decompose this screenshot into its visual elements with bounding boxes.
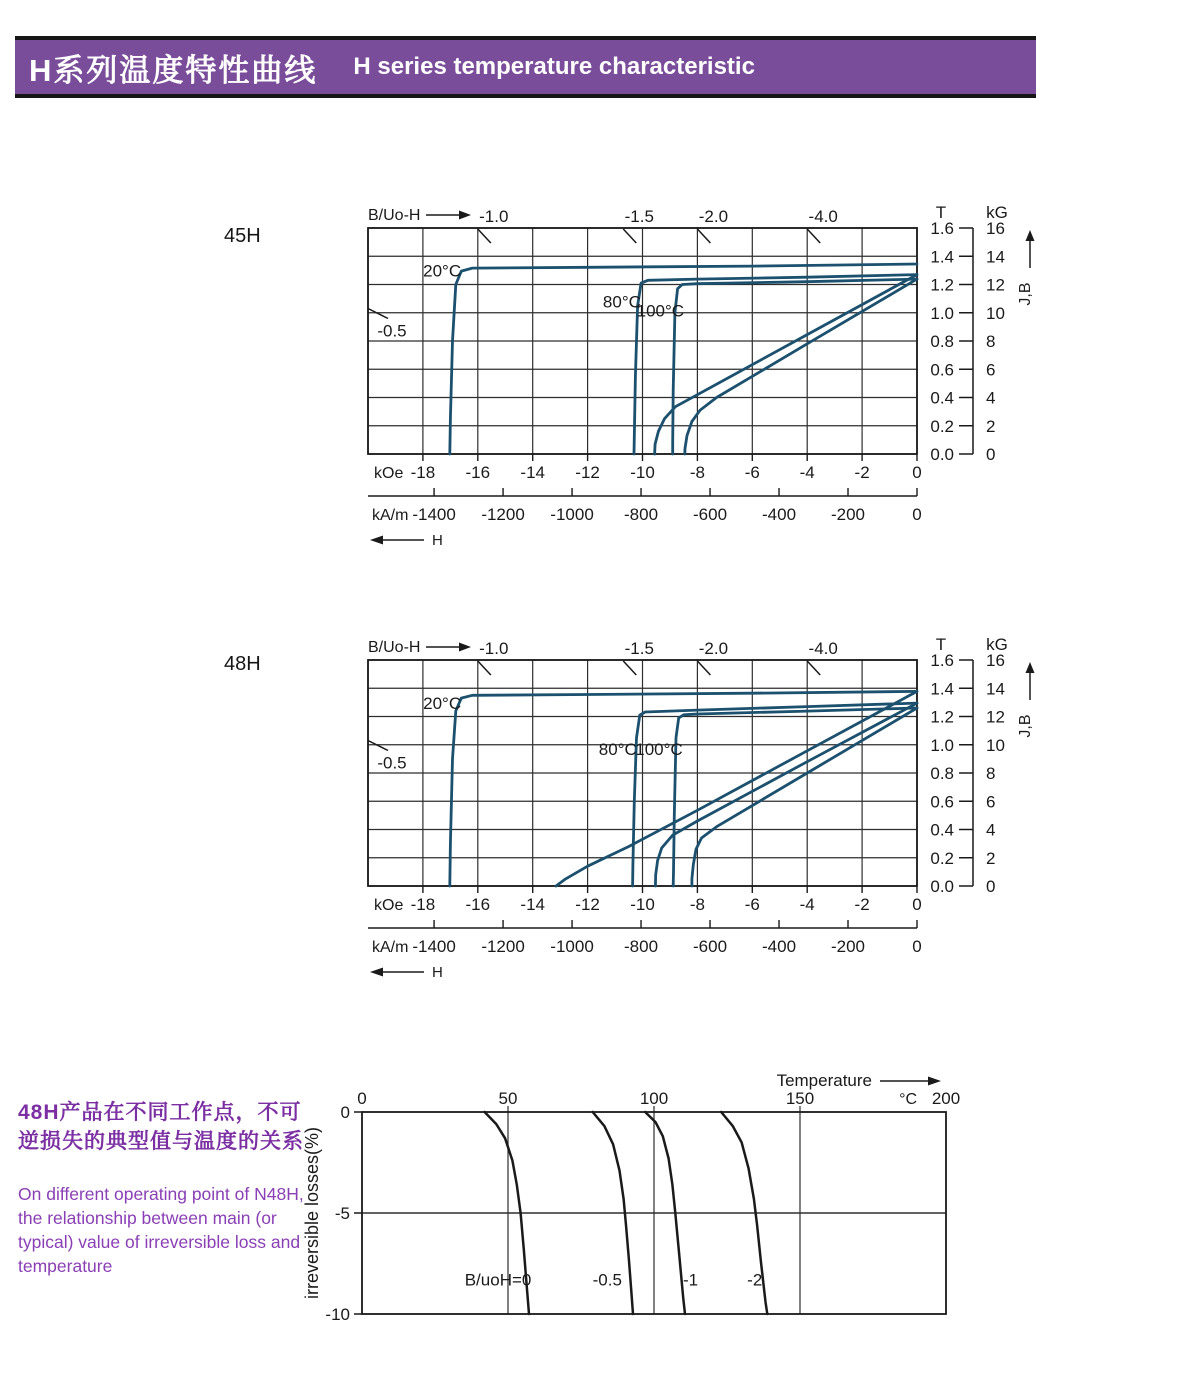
koe-tick-label: -6	[744, 463, 760, 482]
h-axis-label: H	[432, 964, 443, 981]
note-en-line: On different operating point of N48H,	[18, 1184, 304, 1204]
curve-label-B/uoH=0: B/uoH=0	[464, 1270, 532, 1290]
kg-tick-label: 6	[986, 792, 996, 812]
kg-tick-label: 12	[986, 707, 1005, 727]
temp-tick-label: 150	[785, 1089, 815, 1108]
load-line-mark	[478, 661, 491, 675]
load-line-mark	[697, 661, 710, 675]
kg-tick-label: 14	[986, 247, 1005, 267]
temp-tick-label: 50	[498, 1089, 518, 1108]
load-line-label: -0.5	[377, 753, 407, 773]
t-tick-label: 0.0	[930, 877, 954, 896]
temp-tick-label: 100	[639, 1089, 669, 1108]
kg-tick-label: 0	[986, 445, 996, 464]
curve-label-J-80C: 80°C	[602, 292, 641, 312]
note-zh-line: 逆损失的典型值与温度的关系	[18, 1130, 304, 1153]
note-zh	[18, 1098, 308, 1156]
koe-tick-label: -4	[799, 463, 815, 482]
t-axis-unit: T	[935, 635, 947, 654]
curve-label--0.5: -0.5	[592, 1270, 622, 1290]
b-uoh-label: B/Uo-H	[368, 639, 421, 656]
koe-tick-label: -10	[630, 895, 655, 914]
kg-tick-label: 10	[986, 735, 1005, 755]
curve-J-100C	[673, 279, 917, 454]
kam-unit: kA/m	[372, 507, 409, 524]
kam-tick-label: -1200	[481, 505, 525, 524]
t-tick-label: 0.8	[930, 332, 954, 351]
jb-arrow-head	[1026, 230, 1035, 241]
kam-unit: kA/m	[372, 939, 409, 956]
b-uoh-arrow-head	[459, 643, 471, 652]
t-tick-label: 1.4	[930, 679, 954, 699]
koe-tick-label: -12	[575, 463, 600, 482]
kg-axis-unit: kG	[986, 203, 1008, 222]
kg-tick-label: 8	[986, 764, 996, 783]
b-uoh-arrow-head	[459, 211, 471, 220]
temp-tick-label: 200	[931, 1089, 961, 1108]
kam-tick-label: -800	[624, 937, 659, 956]
load-line-label: -1.5	[624, 639, 654, 658]
note-zh-line: 48H产品在不同工作点，不可	[18, 1101, 302, 1124]
koe-tick-label: -8	[689, 463, 705, 482]
kam-tick-label: 0	[912, 937, 922, 956]
t-tick-label: 1.2	[930, 275, 954, 295]
load-line-mark	[478, 229, 491, 243]
koe-tick-label: -18	[410, 463, 436, 482]
kg-tick-label: 8	[986, 332, 996, 351]
koe-tick-label: -18	[410, 895, 436, 914]
t-tick-label: 0.4	[930, 388, 954, 408]
load-line-label: -4.0	[808, 639, 838, 658]
load-line-mark	[623, 661, 636, 675]
h-axis-label: H	[432, 532, 443, 549]
koe-tick-label: -2	[854, 895, 870, 914]
t-axis-unit: T	[935, 203, 947, 222]
koe-tick-label: -6	[744, 895, 760, 914]
loss-tick-label: -10	[325, 1305, 350, 1324]
note-en	[18, 1182, 308, 1278]
load-line-mark	[807, 661, 820, 675]
curve-label-J-100C: 100°C	[635, 739, 683, 759]
koe-tick-label: 0	[912, 463, 922, 482]
koe-tick-label: 0	[912, 895, 922, 914]
load-line-mark	[368, 741, 388, 751]
kam-tick-label: -1000	[550, 505, 594, 524]
banner-title-en: H series temperature characteristic	[353, 53, 755, 80]
curve-label--1: -1	[682, 1270, 699, 1290]
load-line-label: -1.5	[624, 207, 654, 226]
t-tick-label: 0.6	[930, 792, 954, 812]
curve-label-J-100C: 100°C	[636, 301, 685, 321]
kg-tick-label: 16	[986, 219, 1005, 238]
curve-label-J-20C: 20°C	[423, 261, 462, 281]
grade-label-48h: 48H	[224, 653, 261, 675]
t-tick-label: 1.6	[930, 651, 954, 670]
load-line-label: -1.0	[479, 207, 509, 226]
note-en-line: typical) value of irreversible loss and	[18, 1232, 301, 1252]
kam-tick-label: 0	[912, 505, 922, 524]
load-line-mark	[368, 309, 388, 319]
temp-unit: °C	[899, 1091, 918, 1108]
temperature-arrow-head	[928, 1077, 941, 1086]
t-tick-label: 1.0	[930, 303, 954, 323]
koe-tick-label: -4	[799, 895, 815, 914]
kg-axis-unit: kG	[986, 635, 1008, 654]
kg-tick-label: 2	[986, 848, 996, 868]
temperature-label: Temperature	[776, 1071, 872, 1090]
koe-unit: kOe	[374, 465, 404, 482]
kg-tick-label: 4	[986, 820, 996, 840]
t-tick-label: 0.0	[930, 445, 954, 464]
note-en-line: temperature	[18, 1256, 113, 1276]
jb-arrow-head	[1026, 662, 1035, 673]
t-tick-label: 0.4	[930, 820, 954, 840]
t-tick-label: 0.2	[930, 416, 954, 436]
note-en-line: the relationship between main (or	[18, 1208, 277, 1228]
koe-tick-label: -16	[465, 463, 491, 482]
grade-label-45h: 45H	[224, 225, 261, 247]
koe-unit: kOe	[374, 897, 404, 914]
load-line-label: -2.0	[698, 639, 729, 658]
curve-J-100C	[673, 708, 917, 886]
kg-tick-label: 4	[986, 388, 996, 408]
kam-tick-label: -600	[693, 505, 728, 524]
kam-tick-label: -200	[830, 505, 866, 524]
kg-tick-label: 14	[986, 679, 1005, 699]
kg-tick-label: 6	[986, 360, 996, 380]
kam-tick-label: -1200	[481, 937, 525, 956]
kam-tick-label: -200	[830, 937, 866, 956]
load-line-label: -1.0	[479, 639, 509, 658]
jb-axis-label: J,B	[1017, 282, 1034, 306]
koe-tick-label: -14	[520, 895, 545, 914]
loss-axis-label: irreversible losses(%)	[302, 1126, 322, 1300]
load-line-label: -2.0	[698, 207, 729, 226]
t-tick-label: 1.4	[930, 247, 954, 267]
t-tick-label: 0.6	[930, 360, 954, 380]
header-banner	[15, 36, 1036, 98]
load-line-label: -4.0	[808, 207, 838, 226]
curve-B-100C	[692, 708, 917, 886]
t-tick-label: 0.8	[930, 764, 954, 783]
kg-tick-label: 16	[986, 651, 1005, 670]
t-tick-label: 1.6	[930, 219, 954, 238]
loss-tick-label: -5	[334, 1204, 350, 1223]
kam-tick-label: -400	[762, 937, 797, 956]
kam-tick-label: -800	[624, 505, 659, 524]
koe-tick-label: -16	[465, 895, 491, 914]
koe-tick-label: -14	[520, 463, 545, 482]
t-tick-label: 1.2	[930, 707, 954, 727]
curve-label-J-80C: 80°C	[598, 739, 637, 759]
t-tick-label: 1.0	[930, 735, 954, 755]
temp-tick-label: 0	[357, 1089, 367, 1108]
koe-tick-label: -8	[689, 895, 705, 914]
load-line-mark	[623, 229, 636, 243]
note-block	[18, 1098, 308, 1278]
kam-tick-label: -1400	[412, 937, 456, 956]
kam-tick-label: -400	[762, 505, 797, 524]
curve-label-J-20C: 20°C	[423, 694, 462, 714]
load-line-mark	[697, 229, 710, 243]
kg-tick-label: 0	[986, 877, 996, 896]
kg-tick-label: 2	[986, 416, 996, 436]
koe-tick-label: -12	[575, 895, 600, 914]
loss-tick-label: 0	[340, 1103, 350, 1122]
curve-B-20C	[556, 691, 917, 886]
load-line-mark	[807, 229, 820, 243]
koe-tick-label: -2	[854, 463, 870, 482]
curve-B-100C	[685, 279, 917, 454]
b-uoh-label: B/Uo-H	[368, 207, 421, 224]
kam-tick-label: -1000	[550, 937, 594, 956]
kg-tick-label: 12	[986, 275, 1005, 295]
load-line-label: -0.5	[377, 321, 407, 341]
jb-axis-label: J,B	[1017, 714, 1034, 738]
kam-tick-label: -600	[693, 937, 728, 956]
t-tick-label: 0.2	[930, 848, 954, 868]
kg-tick-label: 10	[986, 303, 1005, 323]
curve-label--2: -2	[747, 1270, 763, 1290]
kam-tick-label: -1400	[412, 505, 456, 524]
curve-J-20C	[450, 691, 917, 886]
banner-title-zh: H系列温度特性曲线	[29, 52, 318, 88]
koe-tick-label: -10	[630, 463, 655, 482]
